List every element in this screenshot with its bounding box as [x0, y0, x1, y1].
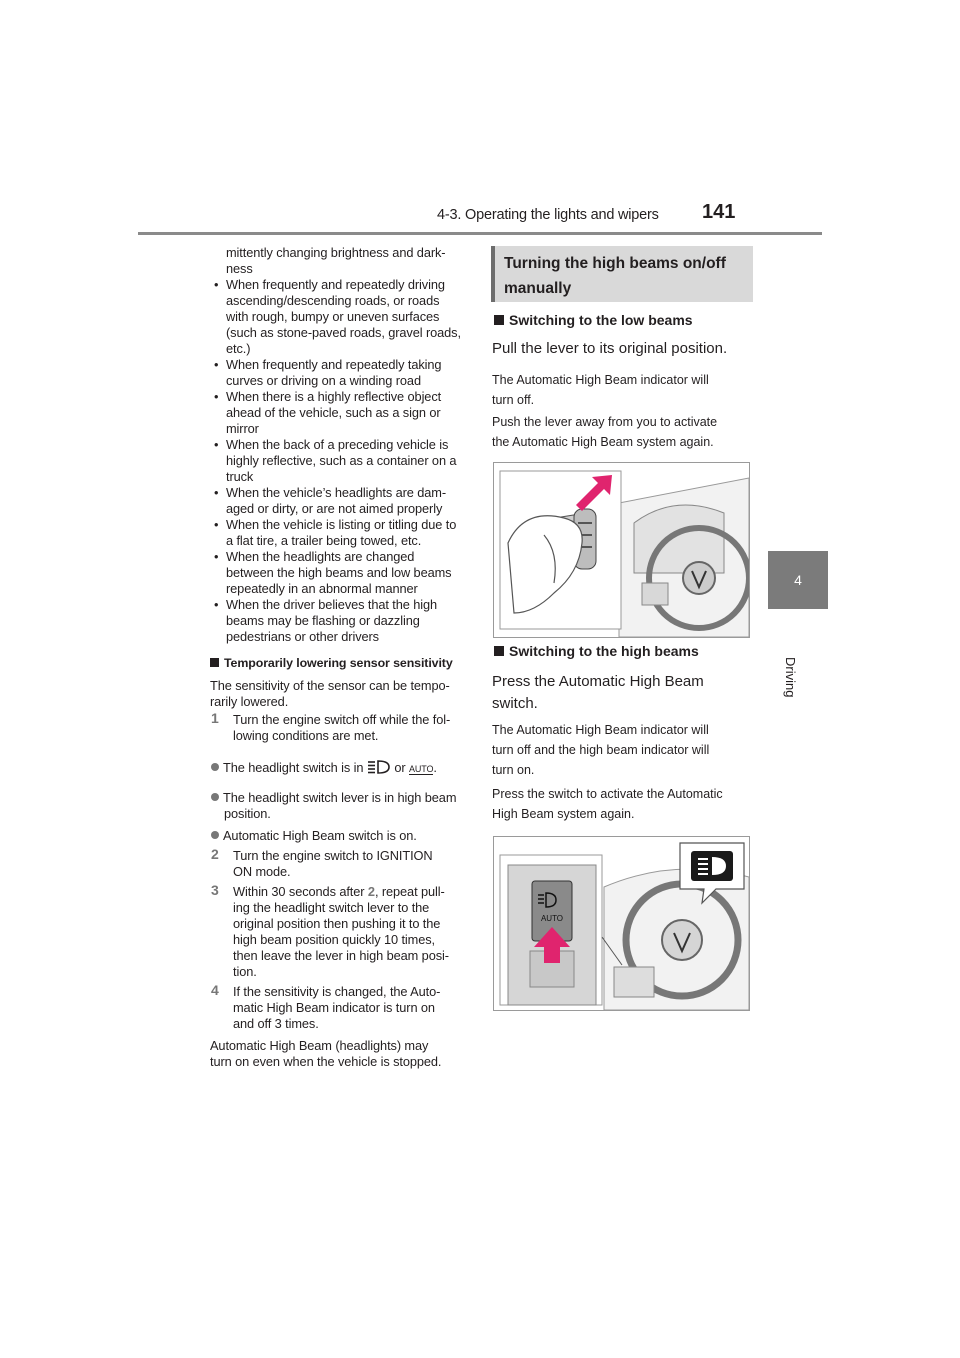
text-line: mirror — [226, 421, 259, 436]
list-item: • When frequently and repeatedly taking — [214, 357, 442, 372]
switch-diagram — [494, 837, 749, 1010]
text-line: curves or driving on a winding road — [226, 373, 421, 388]
text-line: high beam position quickly 10 times, — [233, 932, 435, 947]
subheading-sensitivity: Temporarily lowering sensor sensitivity — [210, 656, 453, 672]
bullet: • — [214, 485, 219, 500]
text-line: Within 30 seconds after 2, repeat pull- — [233, 884, 445, 899]
text-line: then leave the lever in high beam posi- — [233, 948, 449, 963]
bullet: • — [214, 517, 219, 532]
text-line: highly reflective, such as a container on a — [226, 453, 457, 468]
text-line: pedestrians or other drivers — [226, 629, 379, 644]
text-line: turn on even when the vehicle is stopped. — [210, 1054, 442, 1069]
instruction-text: Pull the lever to its original position. — [492, 340, 728, 357]
condition-item: The headlight switch lever is in high beam — [211, 790, 456, 806]
step-number: 1 — [211, 710, 219, 726]
section-title: Turning the high beams on/off manually — [504, 255, 726, 297]
text-line: a flat tire, a trailer being towed, etc. — [226, 533, 422, 548]
step-reference: 2 — [367, 884, 375, 899]
text-line: Automatic High Beam (headlights) may — [210, 1038, 429, 1053]
text-line: Turn the engine switch to IGNITION — [233, 848, 433, 863]
condition-item: The headlight switch is in or AUTO. — [211, 760, 437, 778]
chapter-label: Driving — [783, 657, 798, 698]
text-line: lowing conditions are met. — [233, 728, 379, 743]
text-line: beams may be flashing or dazzling — [226, 613, 420, 628]
auto-label: AUTO — [408, 764, 434, 774]
section-breadcrumb: 4-3. Operating the lights and wipers — [437, 207, 659, 223]
chapter-number: 4 — [794, 572, 802, 588]
text-line: tion. — [233, 964, 257, 979]
step-number: 4 — [211, 982, 219, 998]
switch-illustration — [493, 836, 750, 1011]
left-column — [0, 0, 480, 1100]
bullet: • — [214, 597, 219, 612]
text-line: ness — [226, 261, 253, 276]
text-line: original position then pushing it to the — [233, 916, 441, 931]
circle-bullet-icon — [211, 793, 219, 801]
text-line: etc.) — [226, 341, 251, 356]
square-bullet-icon — [494, 315, 504, 325]
subheading-high-beams: Switching to the high beams — [494, 643, 699, 659]
text-line: aged or dirty, or are not aimed properly — [226, 501, 443, 516]
bullet: • — [214, 389, 219, 404]
text-line: mittently changing brightness and dark- — [226, 245, 446, 260]
instruction-text: Press the Automatic High Beam switch. — [492, 673, 704, 712]
square-bullet-icon — [210, 658, 219, 667]
text-line: between the high beams and low beams — [226, 565, 452, 580]
text-line: with rough, bumpy or uneven surfaces — [226, 309, 440, 324]
note-text: The Automatic High Beam indicator will turn off. — [492, 373, 709, 407]
step-number: 3 — [211, 882, 219, 898]
circle-bullet-icon — [211, 831, 219, 839]
circle-bullet-icon — [211, 763, 219, 771]
text-line: Turn the engine switch off while the fol- — [233, 712, 451, 727]
page-number: 141 — [702, 201, 736, 223]
note-text: The Automatic High Beam indicator will turn off and the high beam indicator will turn on. — [492, 723, 710, 777]
bullet: • — [214, 357, 219, 372]
subheading-low-beams: Switching to the low beams — [494, 312, 693, 328]
list-item: • When the vehicle is listing or titling due to — [214, 517, 457, 532]
list-item: • When the back of a preceding vehicle is — [214, 437, 449, 452]
text-line: truck — [226, 469, 254, 484]
bullet: • — [214, 549, 219, 564]
headlight-icon — [367, 760, 391, 778]
text-line: and off 3 times. — [233, 1016, 319, 1031]
text-line: If the sensitivity is changed, the Auto- — [233, 984, 441, 999]
list-item: • When the headlights are changed — [214, 549, 415, 564]
step-number: 2 — [211, 846, 219, 862]
text-line: (such as stone-paved roads, gravel roads, — [226, 325, 461, 340]
list-item: • When the driver believes that the high — [214, 597, 438, 612]
text-line: repeatedly in an abnormal manner — [226, 581, 418, 596]
text-line: ing the headlight switch lever to the — [233, 900, 430, 915]
text-line: ON mode. — [233, 864, 291, 879]
text-line: rarily lowered. — [210, 694, 289, 709]
text-line: ahead of the vehicle, such as a sign or — [226, 405, 441, 420]
note-text: Push the lever away from you to activate the Automatic High Beam system again. — [492, 415, 718, 449]
lever-illustration — [493, 462, 750, 638]
list-item: • When there is a highly reflective object — [214, 389, 442, 404]
list-item: • When frequently and repeatedly driving — [214, 277, 445, 292]
condition-item: Automatic High Beam switch is on. — [211, 828, 417, 844]
square-bullet-icon — [494, 646, 504, 656]
text-line: position. — [224, 806, 271, 821]
note-text: Press the switch to activate the Automatic High Beam system again. — [492, 787, 723, 821]
chapter-tab — [768, 551, 828, 609]
text-line: matic High Beam indicator is turn on — [233, 1000, 435, 1015]
text-line: The sensitivity of the sensor can be tempo- — [210, 678, 450, 693]
lever-diagram — [494, 463, 749, 637]
text-line: ascending/descending roads, or roads — [226, 293, 440, 308]
bullet: • — [214, 437, 219, 452]
switch-auto-label: AUTO — [540, 914, 564, 923]
list-item: • When the vehicle’s headlights are dam- — [214, 485, 447, 500]
bullet: • — [214, 277, 219, 292]
